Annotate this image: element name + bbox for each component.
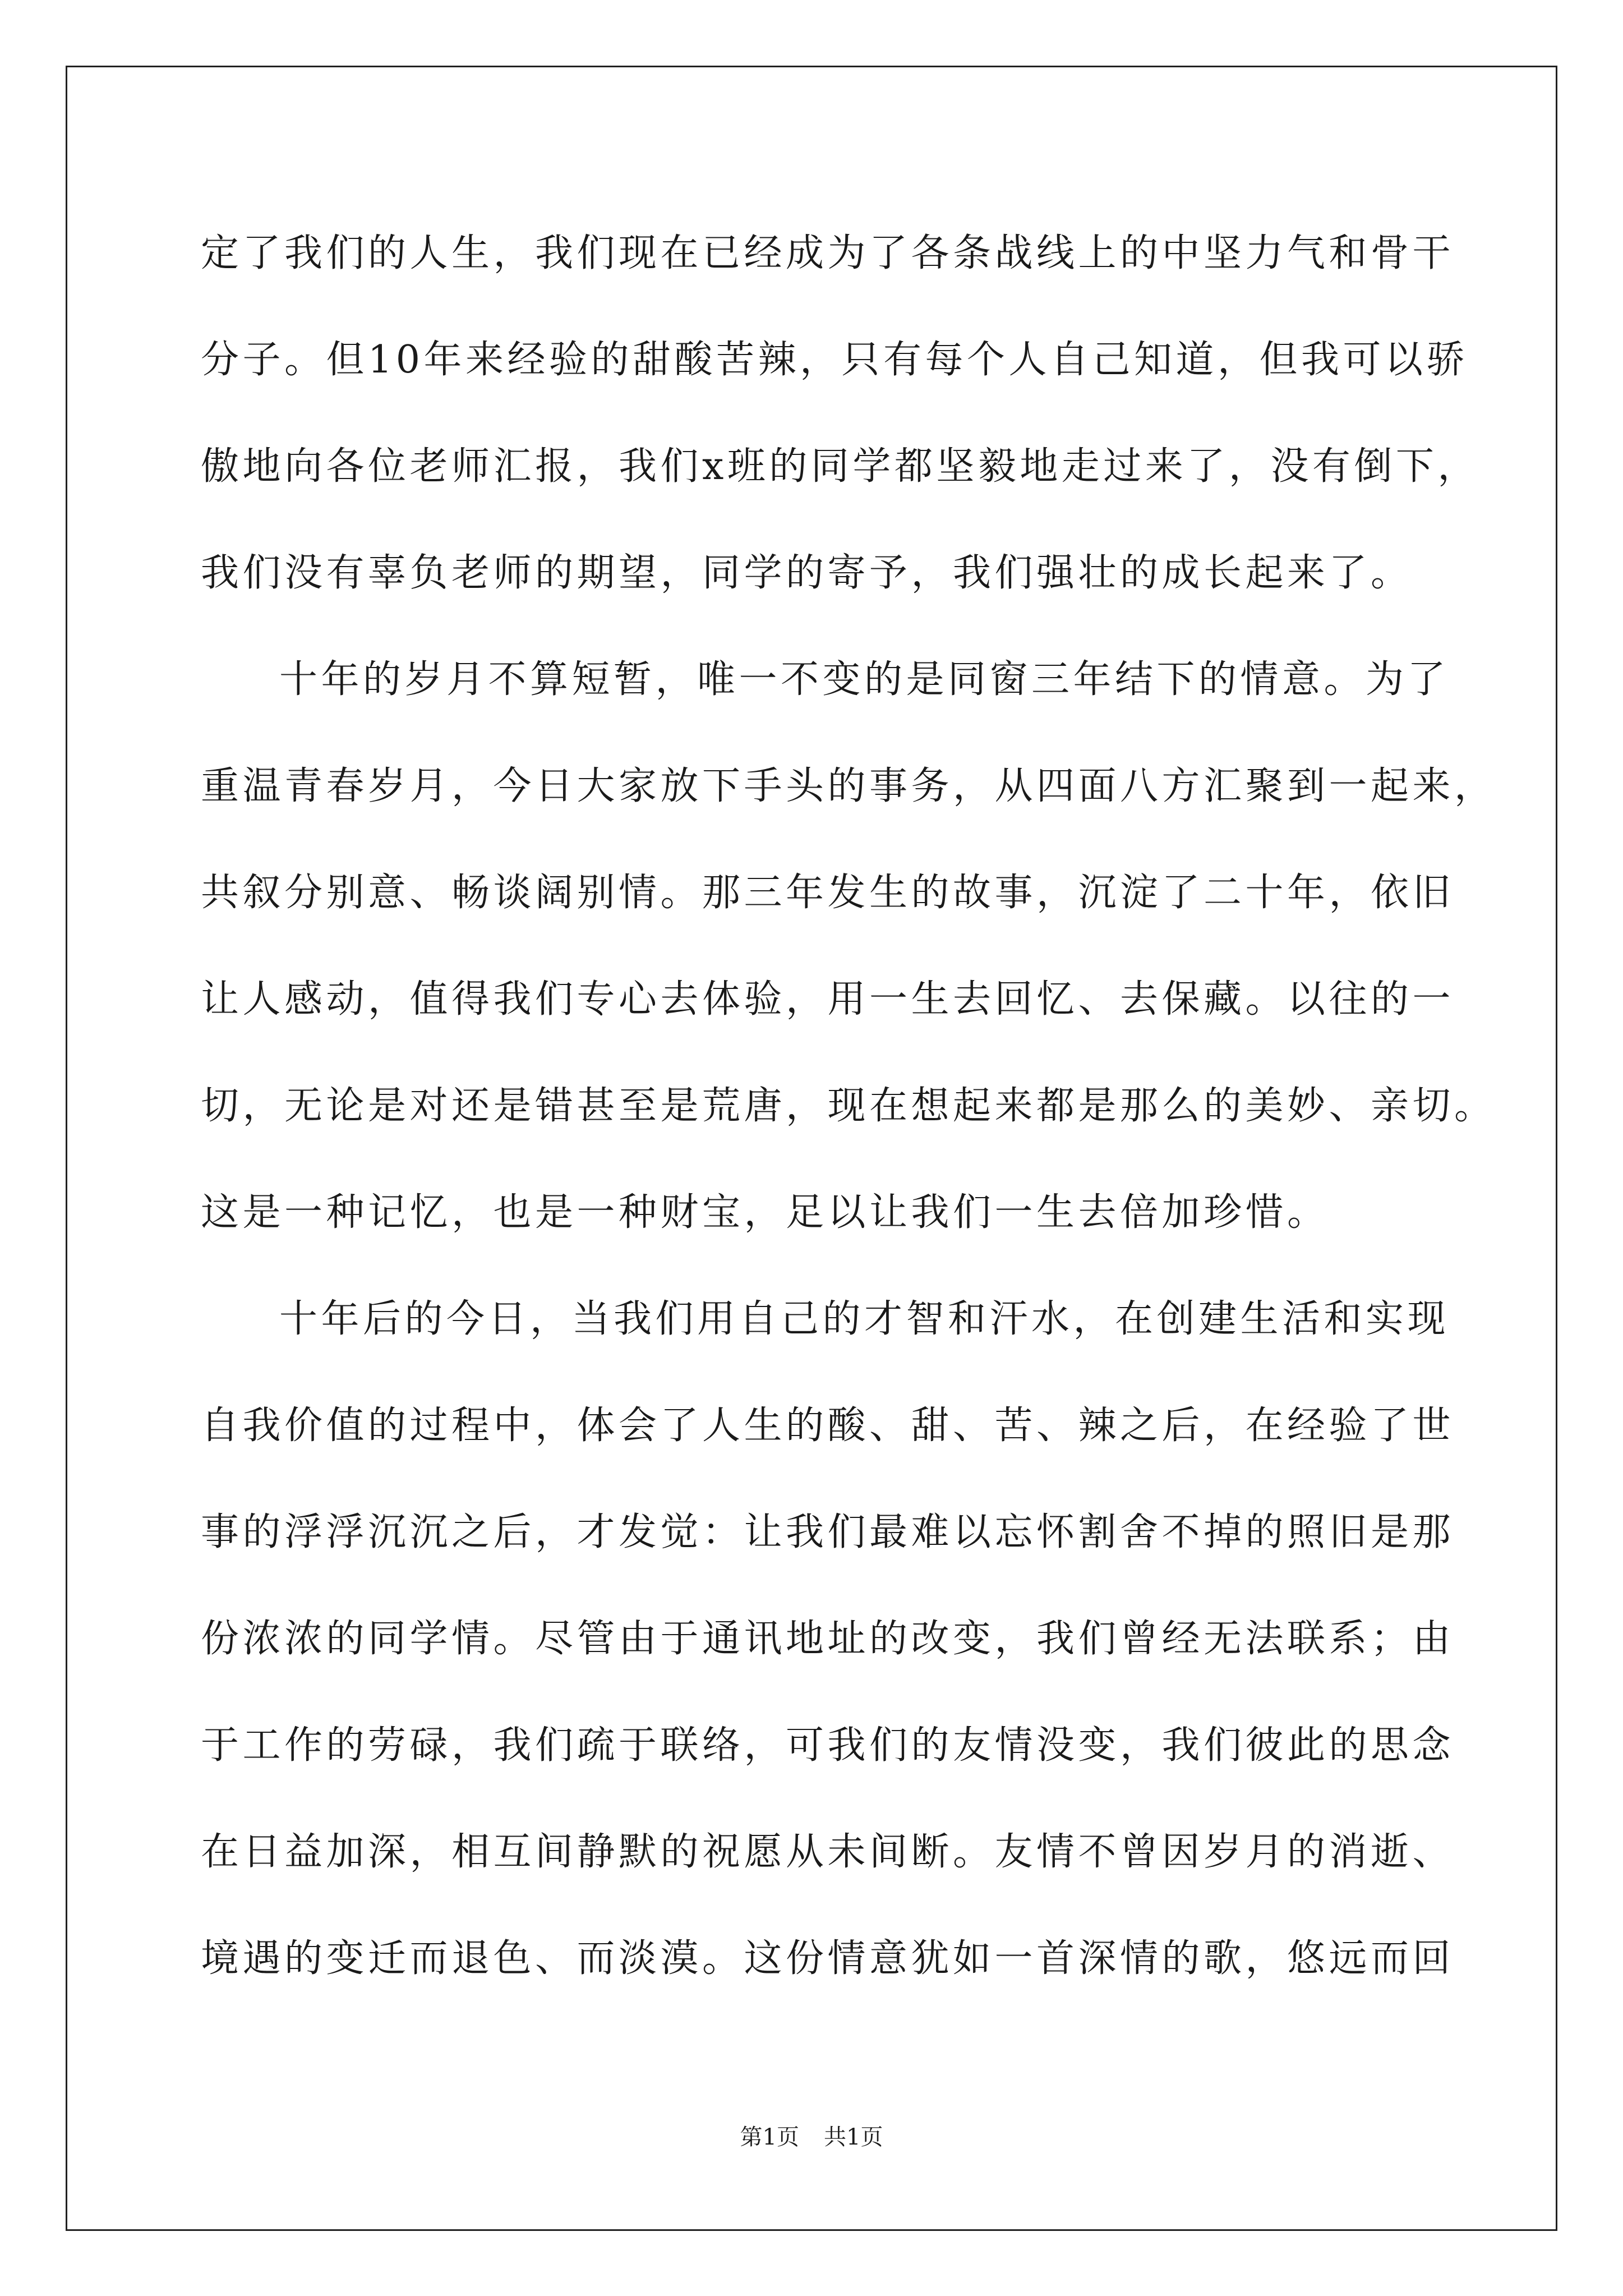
text-line: 让人感动，值得我们专心去体验，用一生去回忆、去保藏。以往的一: [201, 977, 1455, 1022]
text-line: 定了我们的人生，我们现在已经成为了各条战线上的中坚力气和骨干: [201, 231, 1455, 275]
text-line: 份浓浓的同学情。尽管由于通讯地址的改变，我们曾经无法联系；由: [201, 1617, 1455, 1661]
paragraph-start-line: 十年后的今日，当我们用自己的才智和汗水，在创建生活和实现: [279, 1297, 1450, 1341]
text-line: 切，无论是对还是错甚至是荒唐，现在想起来都是那么的美妙、亲切。: [201, 1084, 1496, 1128]
text-line: 于工作的劳碌，我们疏于联络，可我们的友情没变，我们彼此的思念: [201, 1723, 1455, 1768]
page-total: 共1页: [824, 2124, 883, 2150]
page-number: 第1页: [740, 2124, 799, 2150]
text-line: 共叙分别意、畅谈阔别情。那三年发生的故事，沉淀了二十年，依旧: [201, 871, 1455, 915]
text-line: 在日益加深，相互间静默的祝愿从未间断。友情不曾因岁月的消逝、: [201, 1830, 1455, 1874]
page-footer: [0, 2122, 1623, 2153]
paragraph-start-line: 十年的岁月不算短暂，唯一不变的是同窗三年结下的情意。为了: [279, 657, 1450, 702]
text-line: 境遇的变迁而退色、而淡漠。这份情意犹如一首深情的歌，悠远而回: [201, 1936, 1455, 1981]
text-line: 傲地向各位老师汇报，我们x班的同学都坚毅地走过来了，没有倒下，: [201, 444, 1479, 489]
text-line: 分子。但10年来经验的甜酸苦辣，只有每个人自己知道，但我可以骄: [201, 338, 1469, 382]
text-line: 自我价值的过程中，体会了人生的酸、甜、苦、辣之后，在经验了世: [201, 1404, 1455, 1448]
text-line: 重温青春岁月，今日大家放下手头的事务，从四面八方汇聚到一起来，: [201, 764, 1496, 808]
text-line: 我们没有辜负老师的期望，同学的寄予，我们强壮的成长起来了。: [201, 551, 1413, 595]
text-line: 这是一种记忆，也是一种财宝，足以让我们一生去倍加珍惜。: [201, 1190, 1329, 1235]
text-line: 事的浮浮沉沉之后，才发觉：让我们最难以忘怀割舍不掉的照旧是那: [201, 1510, 1455, 1554]
